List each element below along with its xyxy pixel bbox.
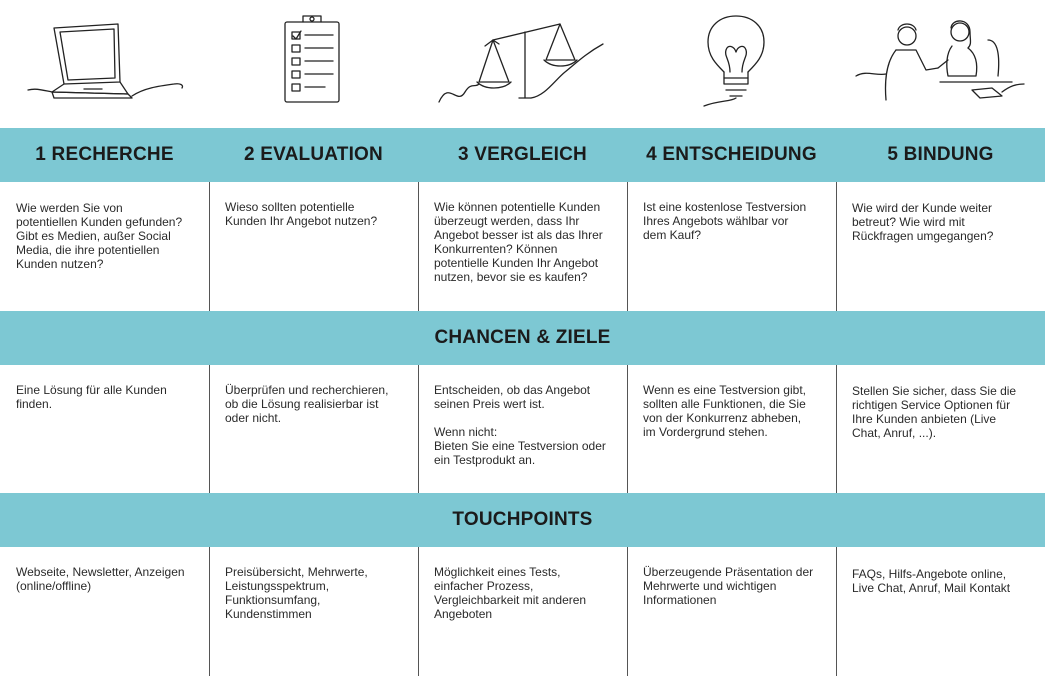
phase-header-band [0, 128, 1045, 182]
icon-row [0, 0, 1045, 128]
column-divider [418, 365, 419, 493]
chancen-title: CHANCEN & ZIELE [434, 327, 611, 348]
column-divider [836, 365, 837, 493]
phase-1-title: 1 RECHERCHE [35, 144, 174, 165]
question-cell: Wie werden Sie von potentiellen Kunden gefunden? Gibt es Medien, außer Social Media, die ihre potentiellen Kunden nutzen? [16, 201, 183, 271]
chancen-row [0, 365, 1045, 493]
question-cell: Wie können potentielle Kunden überzeugt werden, dass Ihr Angebot besser ist als das Ihrer Konkurrenten? Können potentielle Kunden Ihr Angebot nutzen, bevor sie es kaufen? [434, 200, 603, 284]
phase-5-title: 5 BINDUNG [887, 144, 994, 165]
column-divider [627, 547, 628, 676]
customer-consultation-icon [852, 10, 1027, 110]
question-cell: Wieso sollten potentielle Kunden Ihr Angebot nutzen? [225, 200, 378, 228]
column-divider [418, 547, 419, 676]
column-divider [418, 182, 419, 311]
touchpoint-cell: Webseite, Newsletter, Anzeigen (online/offline) [16, 565, 185, 593]
balance-scale-icon [435, 10, 610, 110]
chancen-cell: Stellen Sie sicher, dass Sie die richtigen Service Optionen für Ihre Kunden anbieten (Live Chat, Anruf, ...). [852, 384, 1017, 440]
laptop-icon [24, 10, 189, 110]
chancen-cell: Entscheiden, ob das Angebot seinen Preis wert ist. Wenn nicht: Bieten Sie eine Testversion oder ein Testprodukt an. [434, 383, 606, 467]
question-cell: Wie wird der Kunde weiter betreut? Wie wird mit Rückfragen umgegangen? [852, 201, 994, 243]
lightbulb-icon [690, 10, 780, 110]
touchpoints-band [0, 493, 1045, 547]
phase-4-title: 4 ENTSCHEIDUNG [646, 144, 817, 165]
column-divider [627, 182, 628, 311]
question-cell: Ist eine kostenlose Testversion Ihres Angebots wählbar vor dem Kauf? [643, 200, 807, 242]
clipboard-checklist-icon [265, 10, 355, 110]
column-divider [836, 547, 837, 676]
column-divider [209, 182, 210, 311]
touchpoint-cell: Überzeugende Präsentation der Mehrwerte und wichtigen Informationen [643, 565, 814, 607]
chancen-cell: Wenn es eine Testversion gibt, sollten alle Funktionen, die Sie von der Konkurrenz abheben, im Vordergrund stehen. [643, 383, 806, 439]
touchpoint-cell: Möglichkeit eines Tests, einfacher Prozess, Vergleichbarkeit mit anderen Angeboten [434, 565, 587, 621]
touchpoint-cell: FAQs, Hilfs-Angebote online, Live Chat, Anruf, Mail Kontakt [852, 567, 1011, 595]
phase-2-title: 2 EVALUATION [244, 144, 383, 165]
chancen-cell: Überprüfen und recherchieren, ob die Lösung realisierbar ist oder nicht. [225, 383, 389, 425]
column-divider [836, 182, 837, 311]
column-divider [209, 365, 210, 493]
chancen-cell: Eine Lösung für alle Kunden finden. [16, 383, 167, 411]
column-divider [209, 547, 210, 676]
questions-row [0, 182, 1045, 311]
column-divider [627, 365, 628, 493]
touchpoints-title: TOUCHPOINTS [452, 509, 593, 530]
chancen-band [0, 311, 1045, 365]
touchpoints-row [0, 547, 1045, 676]
phase-3-title: 3 VERGLEICH [458, 144, 587, 165]
touchpoint-cell: Preisübersicht, Mehrwerte, Leistungsspektrum, Funktionsumfang, Kundenstimmen [225, 565, 368, 621]
